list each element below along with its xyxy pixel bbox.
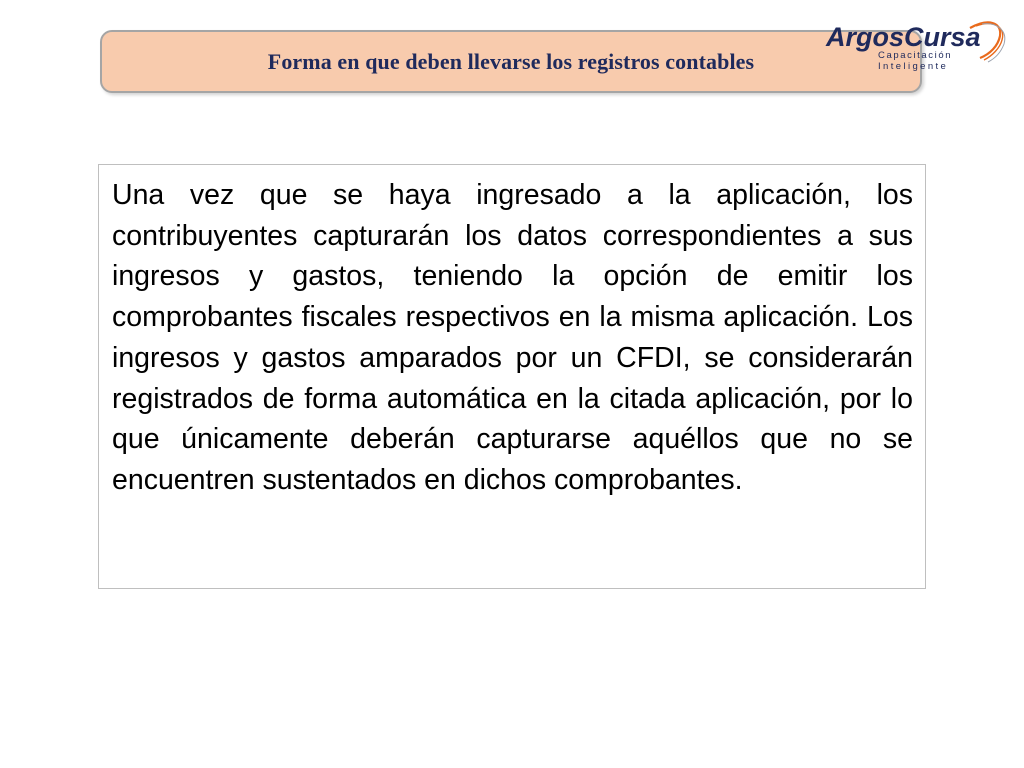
content-paragraph: Una vez que se haya ingresado a la aplicación, los contribuyentes capturarán los datos correspondientes a sus ingresos y gastos, teniendo la opción de emitir los comprobantes fiscales respectivos en la misma aplicación. Los ingresos y gastos amparados por un CFDI, se considerarán registrados de forma automática en la citada aplicación, por lo que únicamente deberán capturarse aquéllos que no se encuentren sustentados en dichos comprobantes. (112, 179, 913, 496)
argoscursa-logo (820, 14, 1010, 76)
title-banner (100, 30, 922, 93)
svg-text:ArgosCursa (825, 22, 981, 52)
logo-brand-part2: Cursa (904, 22, 981, 52)
logo-brand-part1: Argos (826, 22, 905, 52)
logo-tagline-1: Capacitación (878, 50, 953, 61)
content-box (98, 164, 926, 589)
logo-tagline-2: Inteligente (878, 61, 949, 72)
page-title: Forma en que deben llevarse los registros contables (267, 48, 755, 74)
